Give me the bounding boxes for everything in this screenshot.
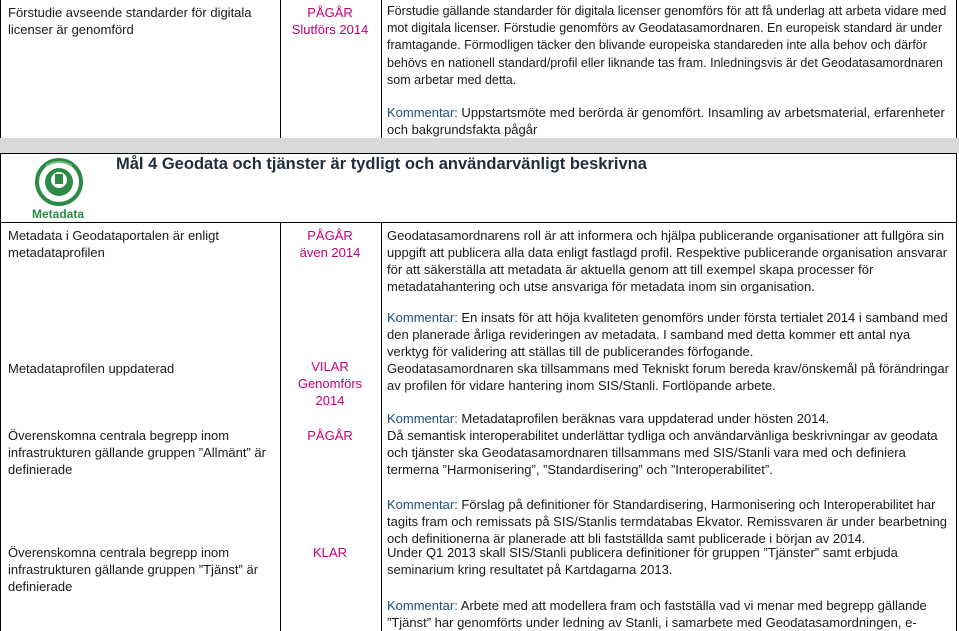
goal-title: Mål 4 Geodata och tjänster är tydligt och användarvänligt beskrivna <box>116 155 647 173</box>
row2-comment <box>387 309 953 360</box>
comment-label: Kommentar: <box>387 497 458 512</box>
comment-label: Kommentar: <box>387 310 458 325</box>
status-label: PÅGÅR <box>307 428 353 443</box>
row5-status <box>282 544 378 561</box>
comment-text: En insats för att höja kvaliteten genomförs under första tertialet 2014 i samband med den planerade årliga revideringen av metadata. I samband med detta kommer ett antal nya verktyg för validering att ställas till de publicerandes förfogande. <box>387 310 948 359</box>
grid-line <box>956 138 957 631</box>
status-label: PÅGÅR <box>307 5 353 20</box>
row3-comment <box>387 410 953 427</box>
comment-label: Kommentar: <box>387 598 458 613</box>
row1-description: Förstudie gällande standarder för digitala licenser genomförs för att få underlag att arbeta vidare med mot digitala licenser. Förstudie genomförs av Geodatasamordnaren. En europeisk standard är under framtagande. Förmodligen täcker den blivande europeiska standareden inte alla behov och därför behövs en nationell standard/profil eller liknande tas fram. Inledningsvis är det Geodatasamordnaren som arbetar med detta. <box>387 4 947 87</box>
grid-line <box>381 0 382 138</box>
status-label: KLAR <box>313 545 347 560</box>
row5-description: Under Q1 2013 skall SIS/Stanli publicera definitioner för gruppen ”Tjänster” samt erbjuda seminarium kring resultatet på Kartdagarna 2013. <box>387 545 898 577</box>
comment-text: Arbete med att modellera fram och fastställa vad vi menar med begrepp gällande ”Tjänst” har genomförts under ledning av Stanli, i samarbete med Geodatasamordningen, e- <box>387 598 927 630</box>
row2-activity: Metadata i Geodataportalen är enligt metadataprofilen <box>8 228 220 260</box>
row3-status <box>282 358 378 409</box>
status-label: VILAR <box>311 359 349 374</box>
row1-status <box>282 4 378 38</box>
row3-description: Geodatasamordnaren ska tillsammans med Tekniskt forum bereda krav/önskemål på förändringar av profilen för vidare hantering inom SIS/Stanli. Fortlöpande arbete. <box>387 361 949 393</box>
comment-label: Kommentar: <box>387 411 458 426</box>
grid-line <box>280 0 281 138</box>
row5-comment <box>387 597 953 631</box>
row1-comment <box>387 104 953 138</box>
comment-text: Metadataprofilen beräknas vara uppdaterad under hösten 2014. <box>457 411 830 426</box>
grid-line <box>381 222 382 631</box>
grid-line <box>0 222 957 223</box>
row2-description: Geodatasamordnarens roll är att informera och hjälpa publicerande organisationer att fullgöra sin uppgift att publicera alla data enligt fastlagd profil. Respektive publicerande organisation ansvarar för att säkerställa att metadata är aktuella genom att till exempel skapa processer för metadatahantering och utse ansvariga för metadata inom sin organisation. <box>387 228 948 294</box>
row4-description: Då semantisk interoperabilitet underlättar tydliga och användarvänliga beskrivningar av geodata och tjänster ska Geodatasamordnaren tillsammans med SIS/Stanli vara med och definiera termerna ”Harmonisering”, ”Standardisering” och ”Interoperabilitet”. <box>387 428 938 477</box>
grid-line <box>280 222 281 631</box>
comment-text: Förslag på definitioner för Standardisering, Harmonisering och Interoperabilitet har tagits fram och remissats på SIS/Stanlis termdatabas Ekvator. Remissvaren är under bearbetning och definitionerna är planerade att bli fastställda samt publicerade i början av 2014. <box>387 497 947 546</box>
row5-activity: Överenskomna centrala begrepp inom infrastrukturen gällande gruppen ”Tjänst” är definierade <box>8 545 259 594</box>
grid-line <box>956 0 957 138</box>
grid-line <box>0 138 1 631</box>
status-label: Slutförs 2014 <box>291 22 369 37</box>
row4-activity: Överenskomna centrala begrepp inom infrastrukturen gällande gruppen ”Allmänt” är definierade <box>8 428 266 477</box>
row1-activity: Förstudie avseende standarder för digitala licenser är genomförd <box>8 5 252 37</box>
logo-label: Metadata <box>31 207 84 221</box>
status-label: Genomförs <box>297 376 363 391</box>
comment-text: Uppstartsmöte med berörda är genomfört. Insamling av arbetsmaterial, erfarenheter och bakgrundsfakta pågår <box>387 105 945 137</box>
row4-comment <box>387 496 953 547</box>
status-label: PÅGÅR <box>307 228 353 243</box>
status-label: 2014 <box>315 393 345 408</box>
comment-label: Kommentar: <box>387 105 458 120</box>
row3-activity: Metadataprofilen uppdaterad <box>8 361 175 376</box>
grid-line <box>0 0 1 138</box>
row4-status <box>282 427 378 444</box>
status-label: även 2014 <box>299 245 361 260</box>
row2-status <box>282 227 378 261</box>
goal-banner-bar <box>0 138 959 153</box>
